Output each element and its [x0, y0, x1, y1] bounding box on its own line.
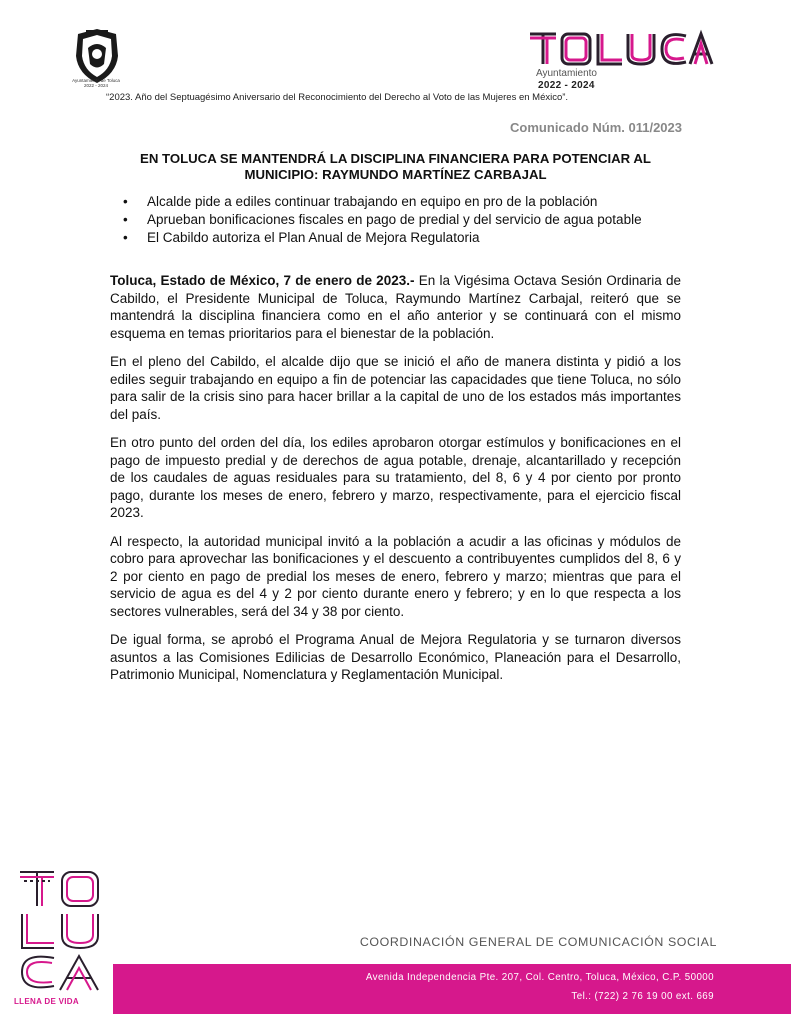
city-tagline: LLENA DE VIDA	[14, 997, 79, 1006]
press-release-number: Comunicado Núm. 011/2023	[510, 120, 682, 135]
administration-years: 2022 - 2024	[538, 80, 595, 91]
highlight-item: • Alcalde pide a ediles continuar trabajando en equipo en pro de la población	[120, 193, 642, 211]
highlights-list	[120, 193, 642, 247]
body-paragraph: Al respecto, la autoridad municipal invitó a la población a acudir a las oficinas y módulos de cobro para aprovechar las bonificaciones y el descuento a contribuyentes cumplidos del 8, 6 y 2 por ciento en pago de predial los meses de enero, febrero y marzo; mientras que para el servicio de agua es del 4 y 2 por ciento durante enero y febrero; y en lo que respecta a los sectores vulnerables, será del 34 y 38 por ciento.	[110, 533, 681, 619]
dateline: Toluca, Estado de México, 7 de enero de 2023.-	[110, 273, 415, 288]
footer-address: Avenida Independencia Pte. 207, Col. Centro, Toluca, México, C.P. 50000	[365, 972, 714, 983]
highlight-item: • El Cabildo autoriza el Plan Anual de Mejora Regulatoria	[120, 229, 642, 247]
article-body	[110, 272, 681, 695]
body-paragraph: De igual forma, se aprobó el Programa Anual de Mejora Regulatoria y se turnaron diversos asuntos a las Comisiones Edilicias de Desarrollo Económico, Planeación para el Desarrollo, Patrimonio Municipal, Nomenclatura y Reglamentación Municipal.	[110, 632, 681, 682]
shield-caption	[56, 78, 136, 88]
ayuntamiento-label: Ayuntamiento	[536, 68, 597, 79]
communication-office-label: COORDINACIÓN GENERAL DE COMUNICACIÓN SOCIAL	[359, 935, 717, 949]
body-paragraph: En otro punto del orden del día, los ediles aprobaron otorgar estímulos y bonificaciones en el pago de impuesto predial y de derechos de agua potable, drenaje, alcantarillado y recepción de los caudales de aguas residuales para su tratamiento, del 8, 6 y 4 por ciento por pronto pago, durante los meses de enero, febrero y marzo, respectivamente, para el ejercicio fiscal 2023.	[110, 435, 681, 520]
official-year-motto: “2023. Año del Septuagésimo Aniversario del Reconocimiento del Derecho al Voto de las Mujeres en México”.	[106, 92, 569, 103]
press-release-headline: EN TOLUCA SE MANTENDRÁ LA DISCIPLINA FINANCIERA PARA POTENCIAR AL MUNICIPIO: RAYMUNDO MARTÍNEZ CARBAJAL	[140, 151, 651, 182]
body-paragraph-text: En la Vigésima Octava Sesión Ordinaria de Cabildo, el Presidente Municipal de Toluca, Raymundo Martínez Carbajal, reiteró que se mantendrá la disciplina financiera como en el año anterior y se continuará con el mismo esquema en temas prioritarios para el bienestar de la población.	[110, 273, 681, 341]
shield-caption-years: 2022 - 2024	[83, 83, 109, 88]
toluca-city-mark	[16, 866, 106, 1016]
highlight-item: • Aprueban bonificaciones fiscales en pago de predial y del servicio de agua potable	[120, 211, 642, 229]
shield-caption-line: Ayuntamiento de Toluca	[72, 78, 120, 83]
body-paragraph: En el pleno del Cabildo, el alcalde dijo que se inició el año de manera distinta y pidió a los ediles seguir trabajando en equipo a fin de potenciar las capacidades que tiene Toluca, no sólo para salir de la crisis sino para hacer brillar a la capital de uno de los estados más importantes del país.	[110, 354, 681, 422]
body-paragraph	[110, 272, 681, 342]
footer-phone: Tel.: (722) 2 76 19 00 ext. 669	[571, 991, 714, 1002]
